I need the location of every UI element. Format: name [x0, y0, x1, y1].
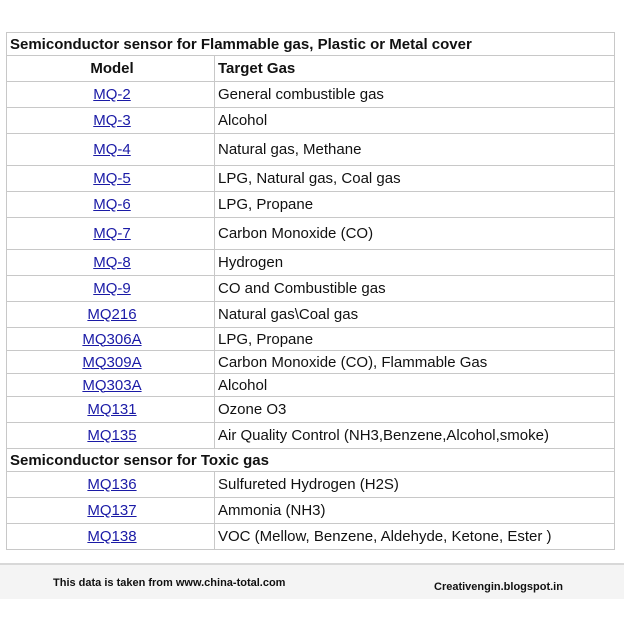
model-link[interactable]: MQ-2 [93, 86, 131, 103]
model-link[interactable]: MQ-3 [93, 112, 131, 129]
model-cell [7, 423, 215, 449]
table-row [7, 374, 615, 397]
model-cell [7, 472, 215, 498]
model-link[interactable]: MQ-6 [93, 196, 131, 213]
section-row-toxic [7, 449, 615, 472]
gas-cell: General combustible gas [215, 82, 615, 108]
model-cell [7, 134, 215, 166]
table-row [7, 250, 615, 276]
gas-cell: Natural gas, Methane [215, 134, 615, 166]
table-row [7, 472, 615, 498]
model-cell [7, 524, 215, 550]
model-cell [7, 218, 215, 250]
gas-cell: VOC (Mellow, Benzene, Aldehyde, Ketone, Ester ) [215, 524, 615, 550]
model-link[interactable]: MQ309A [82, 353, 142, 371]
header-model: Model [7, 56, 215, 82]
model-cell [7, 108, 215, 134]
gas-cell: LPG, Natural gas, Coal gas [215, 166, 615, 192]
gas-cell: Sulfureted Hydrogen (H2S) [215, 472, 615, 498]
model-cell [7, 374, 215, 397]
gas-cell: Carbon Monoxide (CO) [215, 218, 615, 250]
footer-source-text: This data is taken from www.china-total.com [53, 577, 286, 589]
model-cell [7, 351, 215, 374]
model-link[interactable]: MQ-7 [93, 225, 131, 242]
table-row [7, 108, 615, 134]
gas-cell: Carbon Monoxide (CO), Flammable Gas [215, 351, 615, 374]
table-row [7, 192, 615, 218]
gas-cell: Ozone O3 [215, 397, 615, 423]
table-row [7, 218, 615, 250]
gas-cell: Air Quality Control (NH3,Benzene,Alcohol,smoke) [215, 423, 615, 449]
model-link[interactable]: MQ138 [87, 528, 137, 545]
section-title-flammable: Semiconductor sensor for Flammable gas, Plastic or Metal cover [7, 33, 615, 56]
table-row [7, 524, 615, 550]
table-row [7, 166, 615, 192]
model-link[interactable]: MQ137 [87, 502, 137, 519]
footer-bar [0, 563, 624, 599]
table-row [7, 397, 615, 423]
table-row [7, 134, 615, 166]
section-title-toxic: Semiconductor sensor for Toxic gas [7, 449, 615, 472]
gas-cell: LPG, Propane [215, 192, 615, 218]
model-link[interactable]: MQ131 [87, 401, 137, 418]
model-link[interactable]: MQ135 [87, 427, 137, 444]
model-link[interactable]: MQ-9 [93, 280, 131, 297]
model-link[interactable]: MQ-5 [93, 170, 131, 187]
section-row-flammable [7, 33, 615, 56]
table-row [7, 328, 615, 351]
table-row [7, 82, 615, 108]
table-row [7, 498, 615, 524]
table-row [7, 276, 615, 302]
model-cell [7, 166, 215, 192]
model-cell [7, 250, 215, 276]
model-cell [7, 192, 215, 218]
sensor-table [6, 32, 615, 550]
model-cell [7, 276, 215, 302]
model-link[interactable]: MQ136 [87, 476, 137, 493]
gas-cell: Natural gas\Coal gas [215, 302, 615, 328]
gas-cell: Ammonia (NH3) [215, 498, 615, 524]
model-cell [7, 328, 215, 351]
model-link[interactable]: MQ303A [82, 376, 142, 394]
model-link[interactable]: MQ-4 [93, 141, 131, 158]
model-link[interactable]: MQ306A [82, 330, 142, 348]
model-link[interactable]: MQ216 [87, 306, 137, 323]
gas-cell: Hydrogen [215, 250, 615, 276]
header-row [7, 56, 615, 82]
model-cell [7, 498, 215, 524]
model-cell [7, 82, 215, 108]
gas-cell: Alcohol [215, 108, 615, 134]
table-row [7, 351, 615, 374]
model-cell [7, 397, 215, 423]
table-row [7, 302, 615, 328]
table-row [7, 423, 615, 449]
model-cell [7, 302, 215, 328]
gas-cell: CO and Combustible gas [215, 276, 615, 302]
footer-credit-text: Creativengin.blogspot.in [434, 581, 563, 593]
gas-cell: LPG, Propane [215, 328, 615, 351]
model-link[interactable]: MQ-8 [93, 254, 131, 271]
gas-cell: Alcohol [215, 374, 615, 397]
header-target-gas: Target Gas [215, 56, 615, 82]
